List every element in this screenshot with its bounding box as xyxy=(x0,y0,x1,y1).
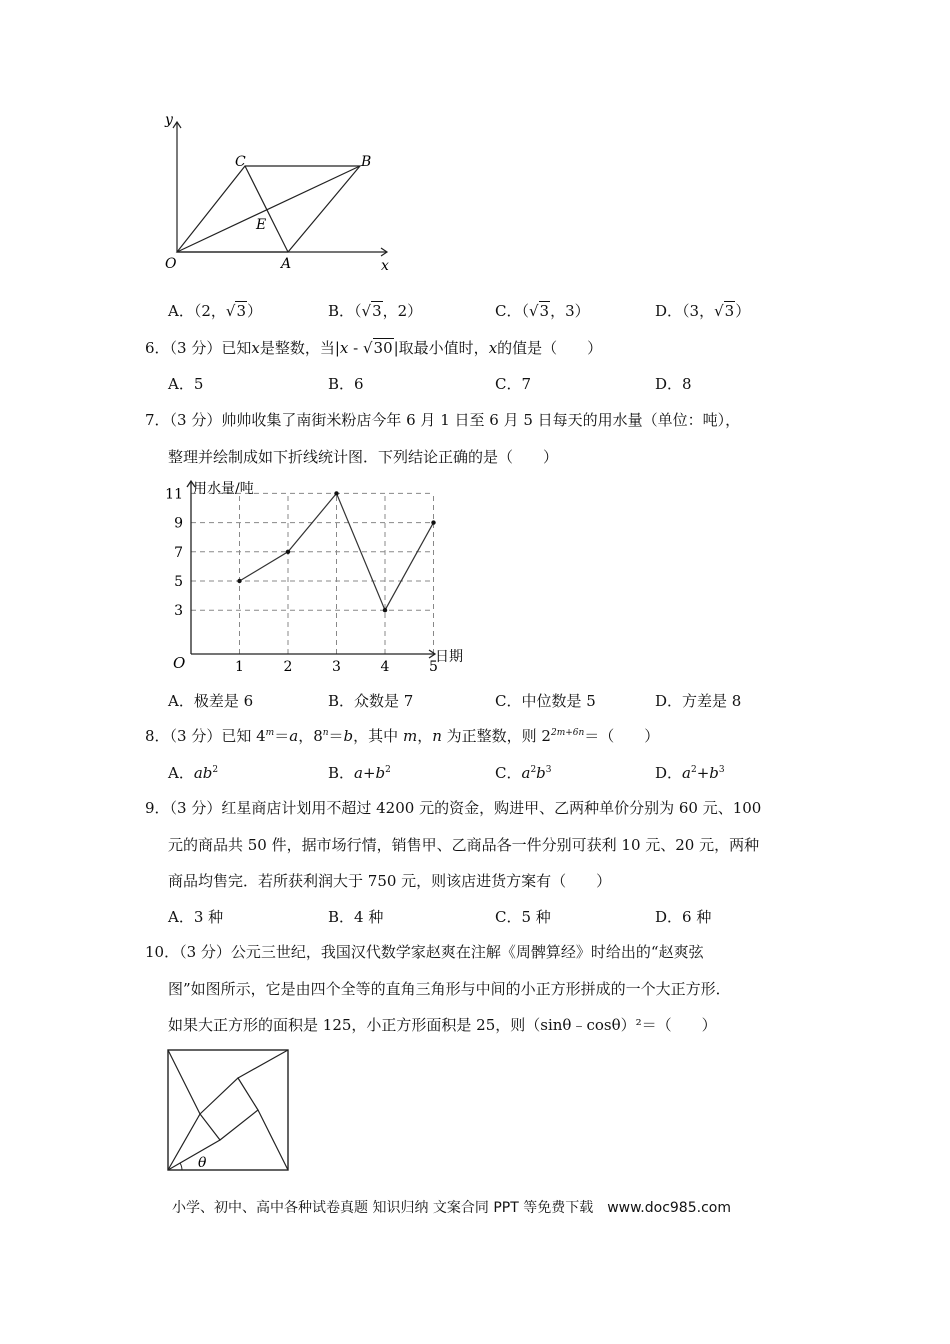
q8-option-a-sup: 2 xyxy=(212,765,219,775)
q7-option-c: C．中位数是 5 xyxy=(495,692,596,710)
q7-stem-line2: 整理并绘制成如下折线统计图．下列结论正确的是（ ） xyxy=(168,448,559,466)
q7-option-a: A．极差是 6 xyxy=(168,692,254,710)
point-e-label: E xyxy=(256,217,267,233)
q8-option-b xyxy=(328,762,391,783)
q7-option-b: B．众数是 7 xyxy=(328,692,414,710)
q5-option-d: D．（3，√3） xyxy=(655,302,751,320)
q8-stem xyxy=(145,725,659,746)
y-tick-label-11: 11 xyxy=(165,486,183,503)
q6-stem: 6．（3 分）已知x是整数，当|x - √30|取最小值时，x的值是（ ） xyxy=(145,339,603,357)
q6-option-a: A．5 xyxy=(168,375,204,393)
q9-stem-line3: 商品均售完．若所获利润大于 750 元，则该店进货方案有（ ） xyxy=(168,872,612,890)
q8-exp-2m6n: 2m+6n xyxy=(550,728,585,738)
q6-stem-after-abs: |取最小值时， xyxy=(393,339,489,357)
q5-option-d-prefix: D．（3， xyxy=(655,302,715,320)
q8-option-c-label: C． xyxy=(495,764,522,782)
q5-option-a: A．（2，√3） xyxy=(168,302,263,320)
y-tick-label-5: 5 xyxy=(174,574,183,590)
q6-option-b: B．6 xyxy=(328,375,364,393)
page-footer: 小学、初中、高中各种试卷真题 知识归纳 文案合同 PPT 等免费下载 www.doc985.com xyxy=(172,1200,731,1216)
q10-stem-line2: 图”如图所示，它是由四个全等的直角三角形与中间的小正方形拼成的一个大正方形． xyxy=(168,980,731,998)
q5-option-c-suffix: ，3） xyxy=(550,302,590,320)
q5-option-a-radicand: 3 xyxy=(236,302,246,320)
x-tick-label-2: 2 xyxy=(283,659,293,675)
data-point-3 xyxy=(334,491,338,495)
chart-xlabel: 日期 xyxy=(435,649,463,665)
data-point-4 xyxy=(383,608,387,612)
q6-option-d: D．8 xyxy=(655,375,692,393)
x-tick-label-4: 4 xyxy=(380,659,390,675)
water-usage-line-chart xyxy=(165,475,475,675)
q5-option-d-radicand: 3 xyxy=(724,302,735,320)
q8-var-n: n xyxy=(432,727,442,745)
theta-label: θ xyxy=(198,1155,207,1171)
q5-option-c: C．（√3，3） xyxy=(495,302,590,320)
q8-option-c xyxy=(495,762,552,783)
q6-stem-prefix: 6．（3 分）已知 xyxy=(145,339,252,357)
q5-option-c-prefix: C．（ xyxy=(495,302,529,320)
q8-eq2: ＝ xyxy=(328,727,344,745)
q5-option-a-prefix: A．（2， xyxy=(168,302,226,320)
data-point-2 xyxy=(286,550,290,554)
q8-option-a xyxy=(168,762,218,783)
q7-stem-line1: 7．（3 分）帅帅收集了南街米粉店今年 6 月 1 日至 6 月 5 日每天的用水量（单位：吨）， xyxy=(145,411,741,429)
q5-option-b-radicand: 3 xyxy=(372,302,382,320)
q6-var-x-abs: x xyxy=(339,339,349,357)
q5-option-d-suffix: ） xyxy=(735,302,751,320)
chart-origin-label: O xyxy=(173,654,186,672)
q5-option-b-prefix: B．（ xyxy=(328,302,362,320)
q8-option-d-label: D． xyxy=(655,764,683,782)
q5-option-b-suffix: ，2） xyxy=(382,302,423,320)
x-tick-label-1: 1 xyxy=(235,659,244,675)
q8-stem-suffix: ＝（ ） xyxy=(584,727,660,745)
q6-minus: - xyxy=(348,339,363,357)
point-o-label: O xyxy=(165,256,177,272)
q8-option-c-a: a xyxy=(521,764,531,782)
zhao-shuang-diagram xyxy=(160,1042,300,1182)
y-tick-label-7: 7 xyxy=(174,544,183,561)
q8-option-d-b: +b xyxy=(696,764,719,782)
y-axis-label: y xyxy=(165,112,173,128)
parallelogram-figure xyxy=(155,110,405,280)
q8-option-b-sup: 2 xyxy=(385,765,391,775)
q5-option-b: B．（√3，2） xyxy=(328,302,423,320)
q8-stem-mid: 为正整数，则 2 xyxy=(446,727,551,745)
data-point-5 xyxy=(431,520,435,524)
q6-radicand: 30 xyxy=(373,339,393,357)
q8-exp-m: m xyxy=(265,728,275,738)
q8-option-c-sup2: 3 xyxy=(545,765,552,775)
q8-option-a-label: A． xyxy=(168,764,194,782)
q9-stem-line1: 9．（3 分）红星商店计划用不超过 4200 元的资金，购进甲、乙两种单价分别为 60 元、100 xyxy=(145,799,762,817)
q8-option-c-b: b xyxy=(536,764,546,782)
q8-option-d-a: a xyxy=(682,764,691,782)
q8-option-b-expr: a+b xyxy=(354,764,386,782)
q9-option-a: A．3 种 xyxy=(168,908,224,926)
q8-option-b-label: B． xyxy=(328,764,355,782)
q8-eq1: ＝ xyxy=(274,727,290,745)
data-point-1 xyxy=(237,579,241,583)
q6-stem-middle: 是整数，当| xyxy=(259,339,340,357)
point-a-label: A xyxy=(281,256,292,272)
y-tick-label-9: 9 xyxy=(174,515,183,532)
x-axis-label: x xyxy=(381,258,389,274)
q7-option-d: D．方差是 8 xyxy=(655,692,742,710)
point-c-label: C xyxy=(235,154,246,170)
q9-stem-line2: 元的商品共 50 件，据市场行情，销售甲、乙商品各一件分别可获利 10 元、20 元，两种 xyxy=(168,836,760,854)
q8-var-a: a xyxy=(289,727,299,745)
q9-option-c: C．5 种 xyxy=(495,908,551,926)
q8-option-c-sup1: 2 xyxy=(530,765,537,775)
q8-sep2: ，其中 xyxy=(353,727,399,745)
q8-option-d-sup2: 3 xyxy=(718,765,725,775)
q8-var-m: m xyxy=(402,727,418,745)
q10-stem-line3: 如果大正方形的面积是 125，小正方形面积是 25，则（sinθ﹣cosθ）²＝（ ） xyxy=(168,1016,717,1034)
q8-sep1: ，8 xyxy=(298,727,323,745)
q10-stem-line1: 10．（3 分）公元三世纪，我国汉代数学家赵爽在注解《周髀算经》时给出的“赵爽弦 xyxy=(145,943,704,961)
q5-option-a-suffix: ） xyxy=(247,302,263,320)
y-tick-label-3: 3 xyxy=(174,603,183,620)
q6-var-x: x xyxy=(251,339,260,357)
q8-exp-n: n xyxy=(322,728,329,738)
x-tick-label-5: 5 xyxy=(429,659,438,675)
q8-option-d xyxy=(655,762,725,783)
q9-option-b: B．4 种 xyxy=(328,908,384,926)
q8-var-b: b xyxy=(343,727,354,745)
q9-option-d: D．6 种 xyxy=(655,908,712,926)
q8-sep3: ， xyxy=(417,727,433,745)
x-tick-label-3: 3 xyxy=(332,659,341,675)
point-b-label: B xyxy=(361,154,372,170)
q8-option-a-expr: ab xyxy=(193,764,213,782)
q8-option-d-sup1: 2 xyxy=(690,765,697,775)
q6-option-c: C．7 xyxy=(495,375,532,393)
q6-stem-suffix: 的值是（ ） xyxy=(497,339,603,357)
chart-ylabel: 用水量/吨 xyxy=(193,481,254,497)
q5-option-c-radicand: 3 xyxy=(539,302,550,320)
q6-var-x-end: x xyxy=(488,339,498,357)
q8-stem-prefix: 8．（3 分）已知 4 xyxy=(145,727,266,745)
